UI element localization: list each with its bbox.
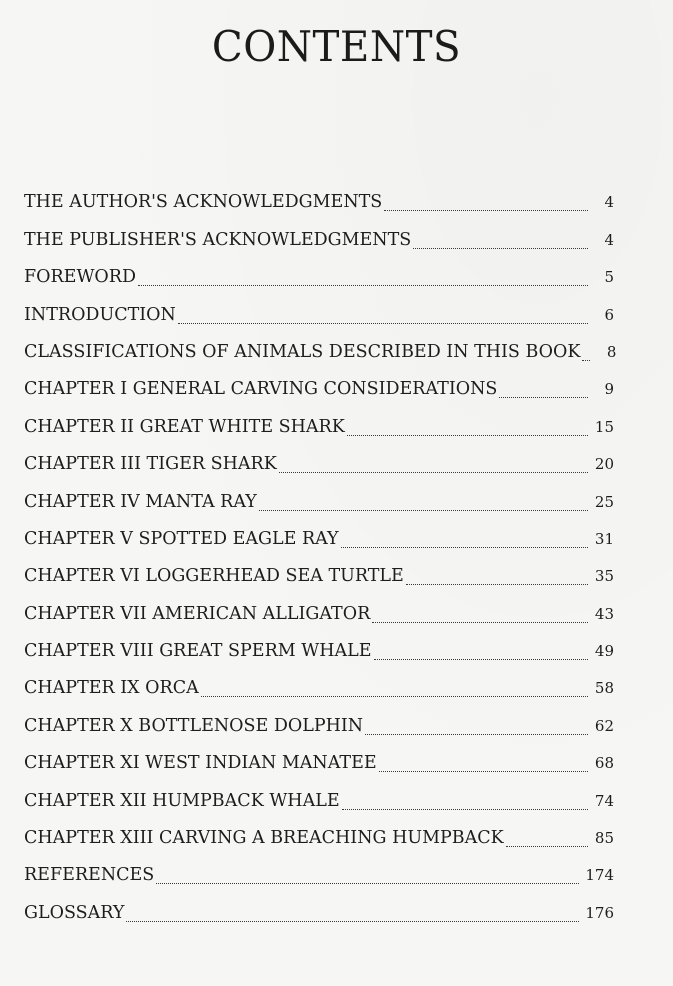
- toc-entry-page-number: 5: [604, 268, 614, 287]
- toc-entry-page-number: 8: [606, 342, 617, 361]
- toc-entry-page-number: 174: [585, 866, 614, 885]
- toc-entry: [24, 707, 614, 744]
- toc-entry-title: CHAPTER II GREAT WHITE SHARK: [24, 416, 345, 437]
- toc-entry-title: INTRODUCTION: [24, 304, 176, 325]
- toc-entry: [24, 446, 614, 483]
- toc-entry-title: CHAPTER XIII CARVING A BREACHING HUMPBACK: [24, 828, 504, 849]
- dot-leader: [279, 472, 588, 473]
- toc-entry: [24, 334, 617, 371]
- toc-entry-title: REFERENCES: [24, 865, 155, 886]
- dot-leader: [178, 323, 588, 324]
- dot-leader: [259, 510, 588, 511]
- dot-leader: [582, 360, 590, 361]
- toc-entry-title: CHAPTER XII HUMPBACK WHALE: [24, 790, 340, 811]
- dot-leader: [365, 734, 588, 735]
- toc-entry-title: CHAPTER VII AMERICAN ALLIGATOR: [24, 603, 371, 624]
- toc-entry-page-number: 4: [604, 193, 614, 212]
- toc-entry: [24, 221, 614, 258]
- toc-entry-page-number: 6: [604, 305, 614, 324]
- dot-leader: [201, 696, 588, 697]
- toc-entry: [24, 670, 614, 707]
- toc-entry: [24, 521, 614, 558]
- toc-entry-title: THE PUBLISHER'S ACKNOWLEDGMENTS: [24, 229, 412, 250]
- toc-entry-page-number: 20: [594, 455, 614, 474]
- toc-entry-title: CHAPTER X BOTTLENOSE DOLPHIN: [24, 715, 364, 736]
- page-title: CONTENTS: [211, 22, 462, 71]
- toc-entry-page-number: 74: [594, 791, 614, 810]
- toc-entry-title: CHAPTER VIII GREAT SPERM WHALE: [24, 641, 372, 662]
- toc-entry: [24, 296, 614, 333]
- toc-entry-page-number: 58: [594, 679, 614, 698]
- table-of-contents: [24, 184, 617, 932]
- dot-leader: [342, 809, 588, 810]
- toc-entry-page-number: 35: [594, 567, 614, 586]
- dot-leader: [156, 883, 579, 884]
- toc-entry-title: CHAPTER V SPOTTED EAGLE RAY: [24, 528, 339, 549]
- toc-entry-page-number: 176: [585, 903, 614, 922]
- toc-entry-page-number: 85: [594, 829, 614, 848]
- toc-entry-page-number: 49: [594, 642, 614, 661]
- toc-entry: [24, 633, 614, 670]
- toc-entry-page-number: 15: [594, 417, 614, 436]
- dot-leader: [406, 584, 588, 585]
- toc-entry-page-number: 9: [604, 380, 614, 399]
- toc-entry-title: CHAPTER IV MANTA RAY: [24, 491, 257, 512]
- dot-leader: [347, 435, 588, 436]
- toc-entry-title: FOREWORD: [24, 267, 136, 288]
- toc-entry-title: CHAPTER III TIGER SHARK: [24, 454, 277, 475]
- dot-leader: [372, 622, 588, 623]
- toc-entry-title: GLOSSARY: [24, 902, 125, 923]
- dot-leader: [384, 210, 588, 211]
- toc-entry-page-number: 68: [594, 754, 614, 773]
- dot-leader: [341, 547, 588, 548]
- toc-entry-title: CHAPTER XI WEST INDIAN MANATEE: [24, 753, 377, 774]
- toc-entry-page-number: 31: [594, 529, 614, 548]
- toc-entry: [24, 745, 614, 782]
- toc-entry-title: CHAPTER IX ORCA: [24, 678, 199, 699]
- toc-entry: [24, 595, 614, 632]
- toc-entry: [24, 820, 614, 857]
- dot-leader: [138, 285, 588, 286]
- toc-entry-page-number: 4: [604, 230, 614, 249]
- toc-entry: [24, 894, 614, 931]
- toc-entry-title: THE AUTHOR'S ACKNOWLEDGMENTS: [24, 192, 383, 213]
- dot-leader: [126, 921, 579, 922]
- toc-entry: [24, 408, 614, 445]
- toc-entry-page-number: 43: [594, 604, 614, 623]
- toc-entry-title: CHAPTER I GENERAL CARVING CONSIDERATIONS: [24, 379, 498, 400]
- toc-entry-title: CLASSIFICATIONS OF ANIMALS DESCRIBED IN THIS BOOK: [24, 341, 581, 362]
- toc-entry-page-number: 62: [594, 716, 614, 735]
- dot-leader: [499, 397, 588, 398]
- toc-entry-page-number: 25: [594, 492, 614, 511]
- dot-leader: [413, 248, 588, 249]
- toc-entry: [24, 483, 614, 520]
- toc-entry: [24, 371, 614, 408]
- toc-entry-title: CHAPTER VI LOGGERHEAD SEA TURTLE: [24, 566, 404, 587]
- dot-leader: [379, 771, 588, 772]
- toc-entry: [24, 558, 614, 595]
- toc-entry: [24, 184, 614, 221]
- toc-entry: [24, 259, 614, 296]
- toc-entry: [24, 782, 614, 819]
- dot-leader: [506, 846, 588, 847]
- toc-entry: [24, 857, 614, 894]
- dot-leader: [374, 659, 588, 660]
